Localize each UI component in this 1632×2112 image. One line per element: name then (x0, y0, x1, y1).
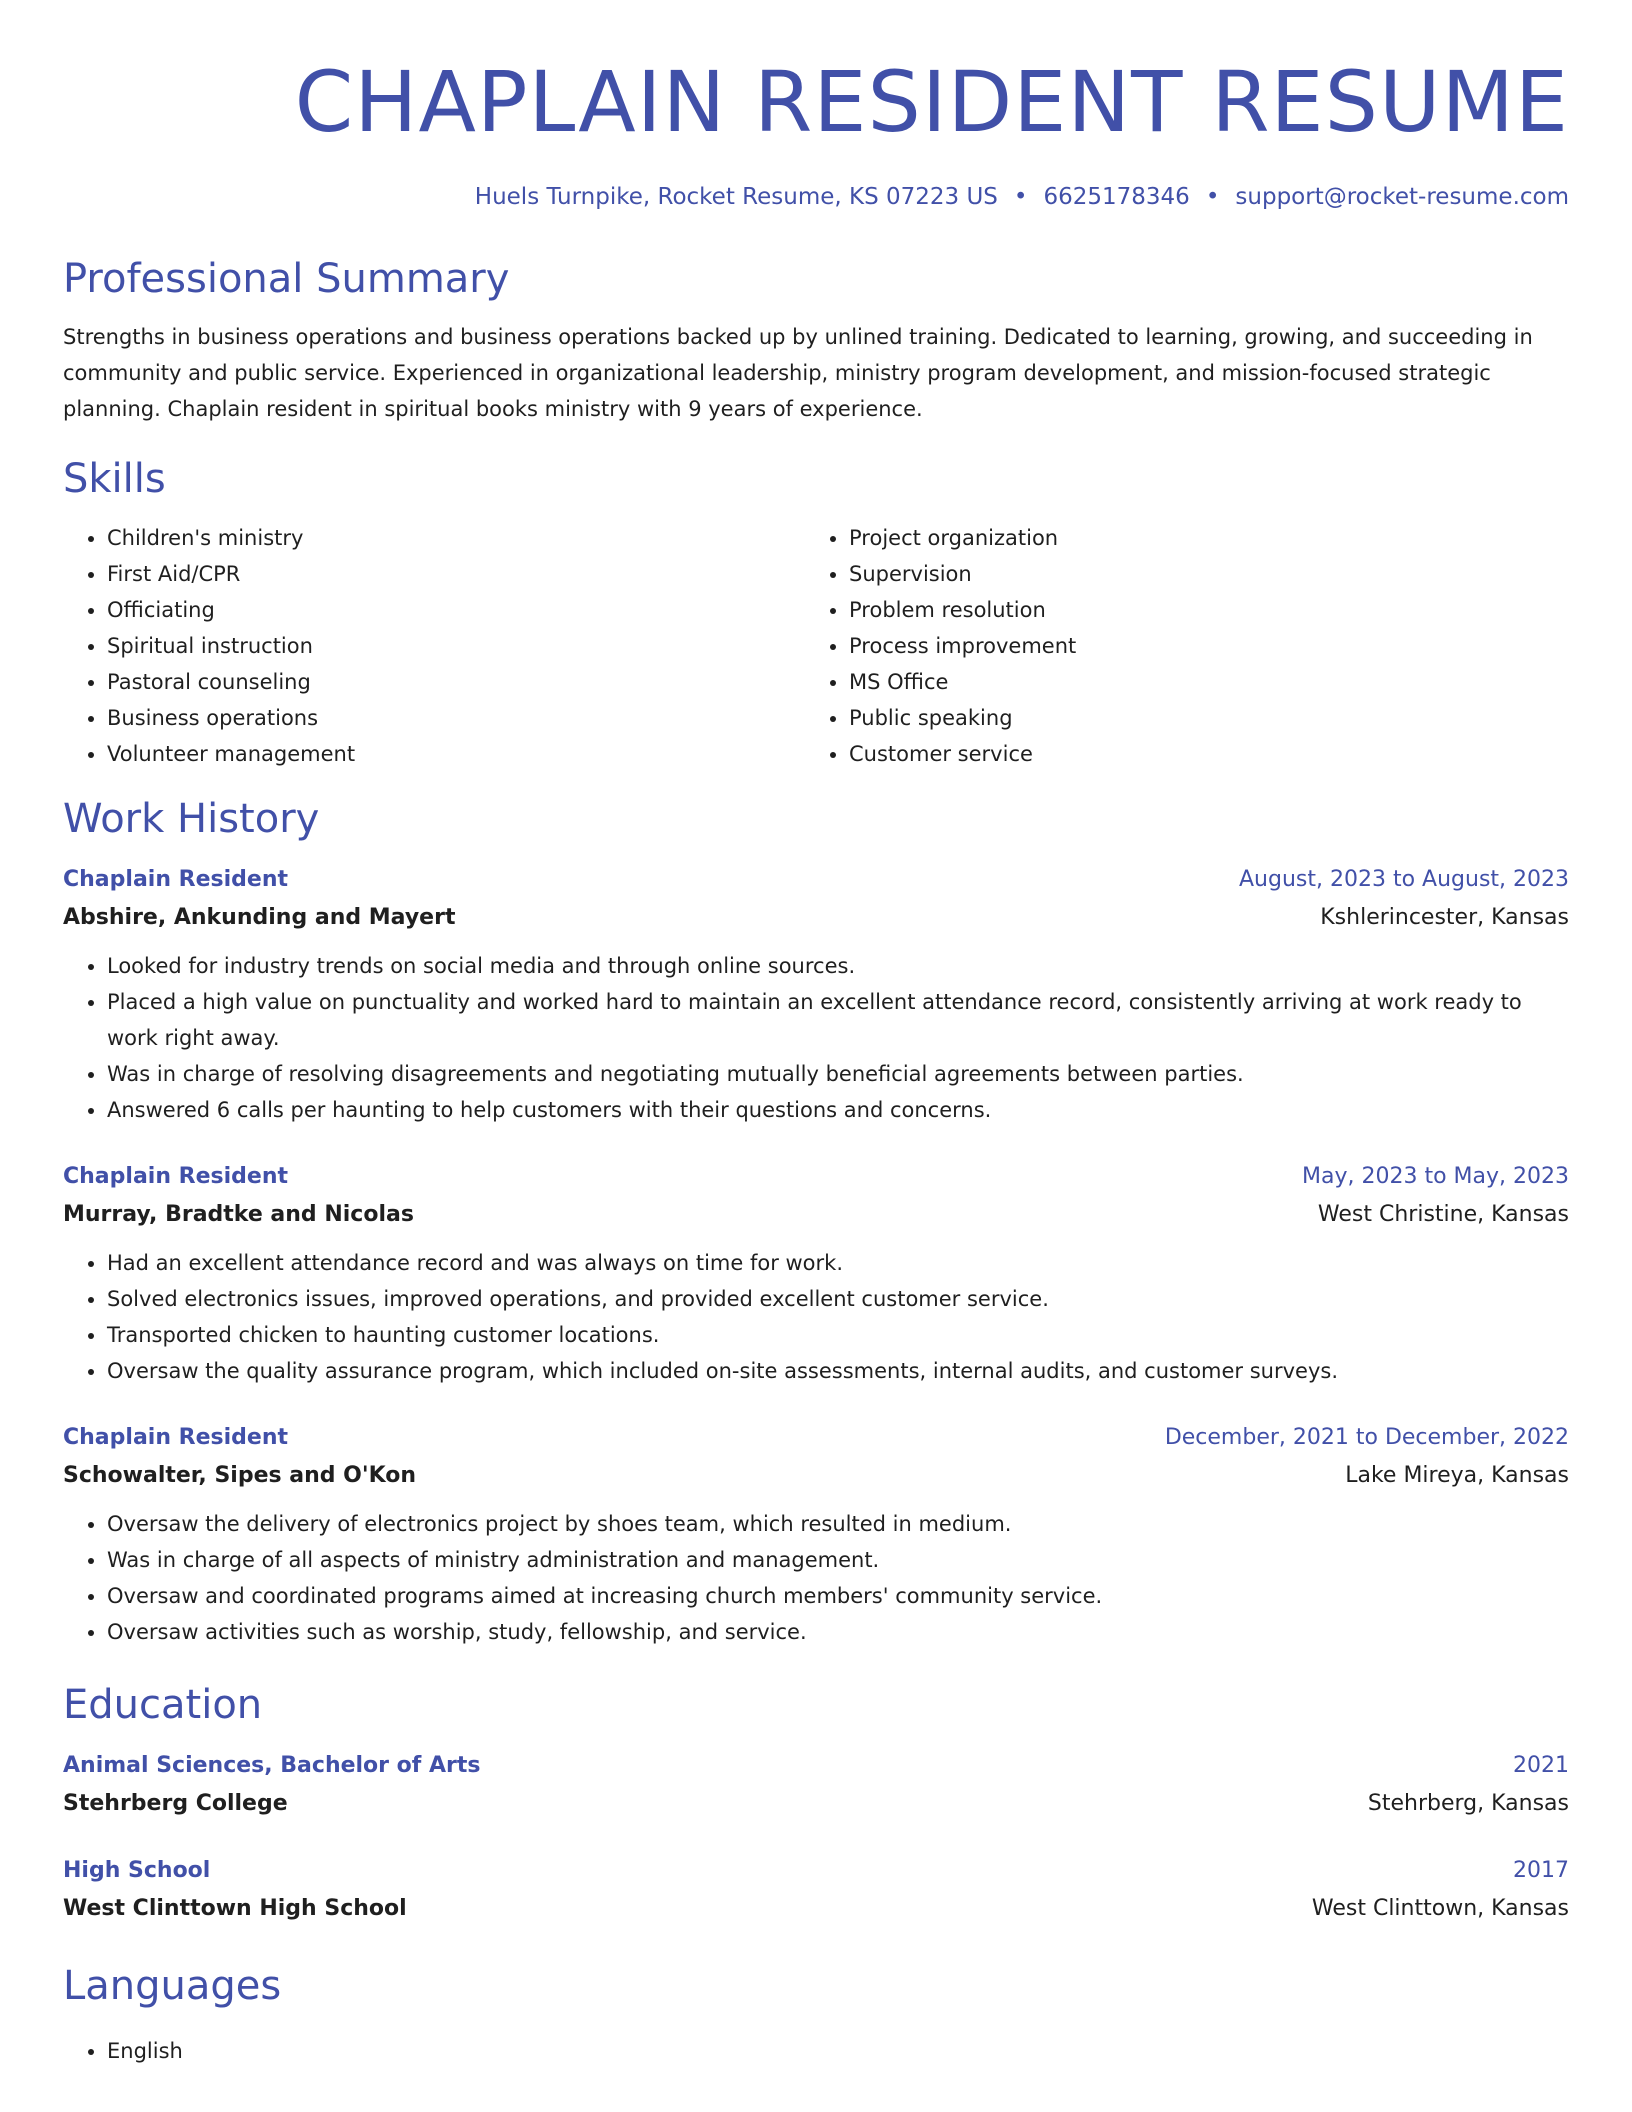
job-duty: • Looked for industry trends on social media and through online sources. (107, 948, 1569, 984)
job-location: Lake Mireya, Kansas (1345, 1463, 1569, 1488)
contact-line (63, 182, 1569, 212)
skill-item: • Business operations (107, 700, 805, 736)
contact-address: Huels Turnpike, Rocket Resume, KS 07223 US (474, 184, 998, 210)
job-role: Chaplain Resident (63, 867, 288, 892)
job-duties (63, 1506, 1569, 1650)
job-location: West Christine, Kansas (1317, 1202, 1569, 1227)
job-employer: Murray, Bradtke and Nicolas (63, 1202, 414, 1227)
job-duty: • Had an excellent attendance record and was always on time for work. (107, 1245, 1569, 1281)
language-item: • English (107, 2033, 1569, 2069)
contact-phone: 6625178346 (1043, 184, 1190, 210)
education-school: Stehrberg College (63, 1791, 288, 1816)
job-header (63, 862, 1569, 898)
job-duties (63, 1245, 1569, 1389)
job-entry (63, 1159, 1569, 1389)
education-location: West Clinttown, Kansas (1311, 1896, 1569, 1921)
skill-item: • MS Office (849, 664, 1547, 700)
summary-text: Strengths in business operations and business operations backed up by unlined training. Dedicated to learning, growing, and succeeding in community and public service. Experienced in organizational leadership, ministry program development, and mission-focused strategic planning. Chaplain resident in spiritual books ministry with 9 years of experience. (63, 325, 1533, 421)
skill-item: • Supervision (849, 556, 1547, 592)
education-school: West Clinttown High School (63, 1896, 407, 1921)
education-subheader (63, 1784, 1569, 1824)
skills-column-right (805, 520, 1547, 772)
skills-column-left (63, 520, 805, 772)
resume-title: CHAPLAIN RESIDENT RESUME (294, 53, 1569, 151)
job-duty: • Was in charge of all aspects of ministry administration and management. (107, 1542, 1569, 1578)
skills-heading: Skills (63, 456, 166, 502)
education-location: Stehrberg, Kansas (1367, 1791, 1569, 1816)
job-duty: • Transported chicken to haunting customer locations. (107, 1317, 1569, 1353)
job-dates: December, 2021 to December, 2022 (1164, 1425, 1569, 1450)
skill-item: • Problem resolution (849, 592, 1547, 628)
contact-separator: • (1013, 184, 1028, 210)
skill-item: • First Aid/CPR (107, 556, 805, 592)
education-entry (63, 1748, 1569, 1824)
job-duty: • Was in charge of resolving disagreements and negotiating mutually beneficial agreements between parties. (107, 1056, 1569, 1092)
skill-item: • Process improvement (849, 628, 1547, 664)
job-entry (63, 862, 1569, 1128)
skill-item: • Pastoral counseling (107, 664, 805, 700)
job-duty: • Placed a high value on punctuality and worked hard to maintain an excellent attendance record, consistently arriving at work ready to work right away. (107, 984, 1569, 1056)
skill-item: • Officiating (107, 592, 805, 628)
skill-item: • Spiritual instruction (107, 628, 805, 664)
summary-heading: Professional Summary (63, 256, 510, 302)
skills-list (63, 520, 1569, 772)
job-role: Chaplain Resident (63, 1164, 288, 1189)
skill-item: • Children's ministry (107, 520, 805, 556)
job-subheader (63, 898, 1569, 938)
contact-email: support@rocket-resume.com (1235, 184, 1569, 210)
job-duty: • Answered 6 calls per haunting to help customers with their questions and concerns. (107, 1092, 1569, 1128)
job-duties (63, 948, 1569, 1128)
languages-list (63, 2033, 1569, 2069)
job-duty: • Solved electronics issues, improved operations, and provided excellent customer service. (107, 1281, 1569, 1317)
job-duty: • Oversaw the quality assurance program, which included on-site assessments, internal audits, and customer surveys. (107, 1353, 1569, 1389)
education-entry (63, 1853, 1569, 1929)
education-degree: High School (63, 1858, 211, 1883)
job-role: Chaplain Resident (63, 1425, 288, 1450)
job-duty: • Oversaw activities such as worship, study, fellowship, and service. (107, 1614, 1569, 1650)
skill-item: • Volunteer management (107, 736, 805, 772)
job-dates: August, 2023 to August, 2023 (1239, 867, 1569, 892)
job-employer: Abshire, Ankunding and Mayert (63, 905, 456, 930)
education-header (63, 1853, 1569, 1889)
job-duty: • Oversaw and coordinated programs aimed at increasing church members' community service. (107, 1578, 1569, 1614)
education-header (63, 1748, 1569, 1784)
skill-item: • Project organization (849, 520, 1547, 556)
job-entry (63, 1420, 1569, 1650)
job-duty: • Oversaw the delivery of electronics project by shoes team, which resulted in medium. (107, 1506, 1569, 1542)
education-degree: Animal Sciences, Bachelor of Arts (63, 1753, 481, 1778)
job-employer: Schowalter, Sipes and O'Kon (63, 1463, 417, 1488)
job-header (63, 1159, 1569, 1195)
education-subheader (63, 1889, 1569, 1929)
job-subheader (63, 1195, 1569, 1235)
job-header (63, 1420, 1569, 1456)
job-dates: May, 2023 to May, 2023 (1302, 1164, 1569, 1189)
work-history-heading: Work History (63, 796, 320, 842)
education-year: 2021 (1513, 1753, 1569, 1778)
job-location: Kshlerincester, Kansas (1320, 905, 1569, 930)
languages-heading: Languages (63, 1963, 282, 2009)
skill-item: • Public speaking (849, 700, 1547, 736)
education-year: 2017 (1513, 1858, 1569, 1883)
skill-item: • Customer service (849, 736, 1547, 772)
contact-separator: • (1205, 184, 1220, 210)
education-heading: Education (63, 1682, 263, 1728)
job-subheader (63, 1456, 1569, 1496)
